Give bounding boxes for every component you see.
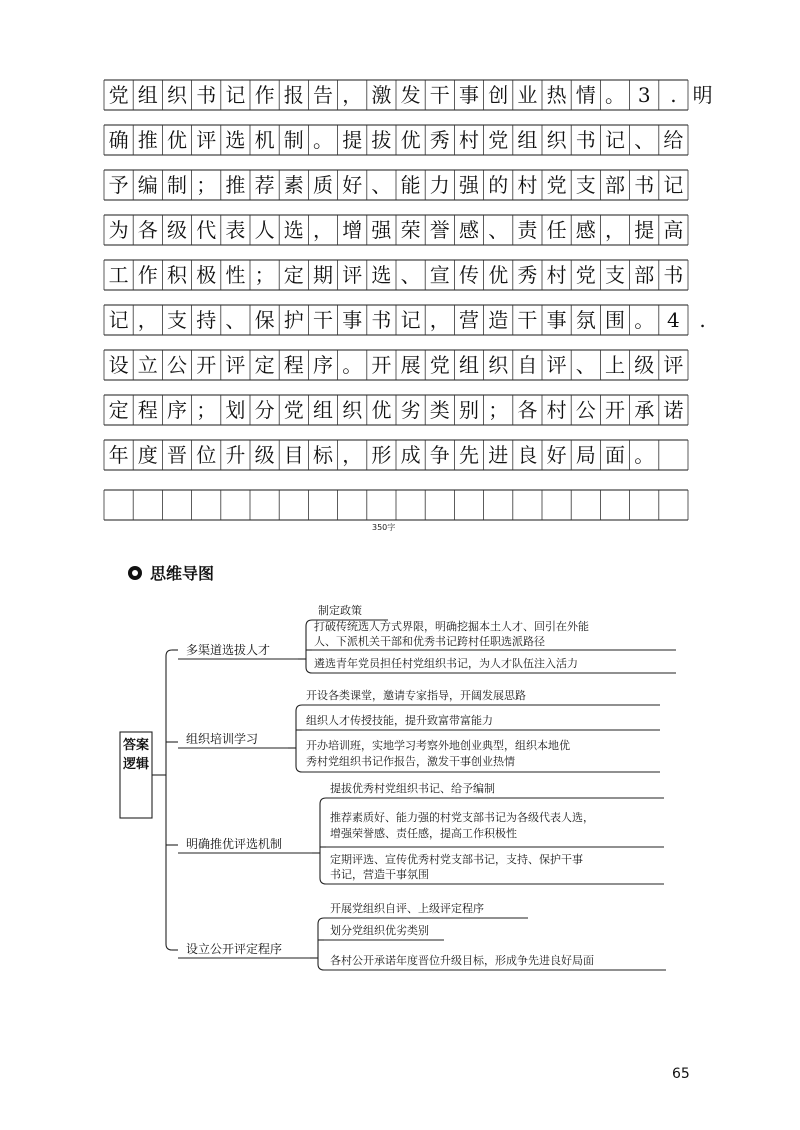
leaf-text: 组织人才传授技能，提升致富带富能力 xyxy=(306,714,493,727)
grid-char: 成 xyxy=(400,443,421,467)
branch-talent-selection: 多渠道选拔人才 xyxy=(186,643,271,657)
grid-char: 部 xyxy=(605,173,625,197)
page-number: 65 xyxy=(672,1066,690,1082)
grid-char: 目 xyxy=(283,443,304,467)
grid-char: 提 xyxy=(634,218,655,242)
grid-char: 力 xyxy=(429,173,450,197)
grid-char: 氛 xyxy=(575,308,596,332)
grid-char: 为 xyxy=(108,218,129,242)
grid-char: 责 xyxy=(517,218,538,242)
grid-char: 级 xyxy=(167,218,187,242)
branch-evaluation-mechanism: 明确推优评选机制 xyxy=(186,837,283,851)
grid-char: 支 xyxy=(605,263,625,287)
grid-char: 干 xyxy=(517,308,538,332)
grid-char: 保 xyxy=(254,308,275,332)
grid-char: 标 xyxy=(313,443,333,467)
grid-char: 制 xyxy=(167,173,187,197)
leaf-text: 遴选青年党员担任村党组织书记，为人才队伍注入活力 xyxy=(314,657,578,670)
grid-char: 业 xyxy=(517,83,538,107)
grid-char: 各 xyxy=(137,218,158,242)
grid-char: 选 xyxy=(283,218,304,242)
grid-char: 党 xyxy=(283,398,304,422)
grid-char: 织 xyxy=(546,128,567,152)
grid-char: 程 xyxy=(137,398,158,422)
grid-char: 发 xyxy=(400,83,421,107)
grid-char: 组 xyxy=(517,128,538,152)
grid-char: 告 xyxy=(313,83,333,107)
grid-char: 书 xyxy=(196,83,217,107)
grid-char: ， xyxy=(605,218,625,242)
grid-char: 织 xyxy=(342,398,363,422)
grid-char: 极 xyxy=(196,263,217,287)
branch-training: 组织培训学习 xyxy=(186,732,259,746)
grid-char: 推 xyxy=(225,173,246,197)
grid-char: 评 xyxy=(225,353,246,377)
grid-char: 好 xyxy=(546,443,567,467)
grid-char: 升 xyxy=(225,443,246,467)
grid-char: 晋 xyxy=(167,443,187,467)
grid-char: 围 xyxy=(605,308,625,332)
grid-char: 党 xyxy=(488,128,509,152)
grid-char: ， xyxy=(342,83,363,107)
grid-char: ； xyxy=(196,398,217,422)
grid-char: 部 xyxy=(634,263,655,287)
grid-char: 划 xyxy=(225,398,246,422)
grid-char: 、 xyxy=(575,353,596,377)
branch-public-assessment: 设立公开评定程序 xyxy=(186,942,283,956)
grid-char: 誉 xyxy=(429,218,450,242)
grid-char: 良 xyxy=(517,443,538,467)
grid-char: 织 xyxy=(488,353,509,377)
grid-char: 形 xyxy=(371,443,392,467)
grid-char: 局 xyxy=(575,443,596,467)
grid-char: ， xyxy=(137,308,158,332)
grid-char: 公 xyxy=(575,398,596,422)
grid-char: 创 xyxy=(488,83,509,107)
leaf-text: 定期评选、宣传优秀村党支部书记，支持、保护干事 xyxy=(330,853,583,866)
grid-char: 、 xyxy=(225,308,246,332)
grid-char: 性 xyxy=(225,263,246,287)
grid-char: 、 xyxy=(488,218,509,242)
grid-char: 优 xyxy=(167,128,187,152)
grid-char: 给 xyxy=(663,128,684,152)
grid-char: 持 xyxy=(196,308,217,332)
grid-char: ， xyxy=(429,308,450,332)
grid-char: 、 xyxy=(634,128,655,152)
grid-char: . xyxy=(670,83,677,107)
leaf-text: 开办培训班，实地学习考察外地创业典型，组织本地优 xyxy=(306,739,570,752)
grid-char: ， xyxy=(342,443,363,467)
grid-char: 组 xyxy=(137,83,158,107)
grid-char: ； xyxy=(196,173,217,197)
grid-char: 优 xyxy=(400,128,421,152)
grid-char: 组 xyxy=(459,353,479,377)
grid-char: 面 xyxy=(605,443,625,467)
grid-char: 类 xyxy=(429,398,450,422)
grid-char: 支 xyxy=(167,308,187,332)
grid-char: 质 xyxy=(313,173,333,197)
leaf-text: 推荐素质好、能力强的村党支部书记为各级代表人选， xyxy=(330,811,594,824)
grid-char: 能 xyxy=(400,173,421,197)
grid-char: ； xyxy=(488,398,509,422)
grid-char: 承 xyxy=(634,398,655,422)
grid-char: 强 xyxy=(459,173,479,197)
grid-char: 提 xyxy=(342,128,363,152)
leaf-text: 开设各类课堂，邀请专家指导，开阔发展思路 xyxy=(306,689,526,702)
grid-char: 荐 xyxy=(254,173,275,197)
leaf-text: 开展党组织自评、上级评定程序 xyxy=(330,902,484,915)
grid-char: 自 xyxy=(517,353,538,377)
grid-char: 工 xyxy=(108,263,129,287)
grid-char: 营 xyxy=(459,308,479,332)
grid-char: 编 xyxy=(137,173,158,197)
grid-char: 。 xyxy=(342,353,363,377)
grid-char: 劣 xyxy=(400,398,421,422)
grid-char: 4 xyxy=(667,308,680,332)
grid-char: 书 xyxy=(663,263,684,287)
grid-char: 织 xyxy=(167,83,187,107)
grid-char: ； xyxy=(254,263,275,287)
grid-char: 机 xyxy=(254,128,275,152)
grid-char: 代 xyxy=(196,218,217,242)
grid-char: 别 xyxy=(459,398,479,422)
grid-char: 。 xyxy=(634,308,655,332)
grid-char: 组 xyxy=(313,398,333,422)
grid-char: 制 xyxy=(283,128,304,152)
leaf-text: 提拔优秀村党组织书记、给予编制 xyxy=(330,782,495,795)
grid-char: 积 xyxy=(167,263,187,287)
grid-char: 党 xyxy=(108,83,129,107)
grid-char: 位 xyxy=(196,443,217,467)
grid-char: 公 xyxy=(167,353,187,377)
grid-char: 情 xyxy=(575,83,596,107)
grid-char: 开 xyxy=(605,398,625,422)
leaf-text: 划分党组织优劣类别 xyxy=(330,924,429,937)
grid-char: 评 xyxy=(663,353,684,377)
grid-char: 护 xyxy=(283,308,304,332)
grid-char: 高 xyxy=(663,218,684,242)
grid-char: 度 xyxy=(137,443,158,467)
grid-char: 事 xyxy=(342,308,363,332)
grid-char: 作 xyxy=(137,263,158,287)
grid-char: 党 xyxy=(429,353,450,377)
grid-char: 进 xyxy=(488,443,509,467)
grid-char: 增 xyxy=(342,218,363,242)
grid-char: 先 xyxy=(459,443,479,467)
grid-char: 人 xyxy=(254,218,275,242)
grid-char: 明 xyxy=(692,83,713,107)
grid-char: 序 xyxy=(167,398,187,422)
grid-char: 支 xyxy=(575,173,596,197)
grid-char: 各 xyxy=(517,398,538,422)
grid-char: 秀 xyxy=(429,128,450,152)
grid-char: 表 xyxy=(225,218,246,242)
grid-char: 秀 xyxy=(517,263,538,287)
leaf-text: 打破传统选人方式界限，明确挖掘本土人才、回引在外能 xyxy=(314,620,589,633)
grid-char: 选 xyxy=(225,128,246,152)
grid-char: 书 xyxy=(575,128,596,152)
grid-char: 干 xyxy=(313,308,333,332)
grid-char: 党 xyxy=(546,173,567,197)
mindmap-root: 答案逻辑 xyxy=(122,738,149,772)
grid-char: 期 xyxy=(313,263,333,287)
grid-char: . xyxy=(699,308,706,332)
grid-char: 记 xyxy=(400,308,421,332)
grid-char: 定 xyxy=(108,398,129,422)
grid-char: 强 xyxy=(371,218,392,242)
grid-char: 素 xyxy=(283,173,304,197)
grid-char: 、 xyxy=(371,173,392,197)
leaf-text: 各村公开承诺年度晋位升级目标，形成争先进良好局面 xyxy=(330,954,594,967)
grid-char: 分 xyxy=(254,398,275,422)
leaf-text: 书记，营造干事氛围 xyxy=(330,868,429,881)
grid-char: 优 xyxy=(371,398,392,422)
grid-char: 推 xyxy=(137,128,158,152)
leaf-text: 制定政策 xyxy=(318,604,362,617)
grid-char: 事 xyxy=(459,83,479,107)
grid-char: 年 xyxy=(108,443,129,467)
grid-char: 级 xyxy=(254,443,275,467)
section-title-text: 思维导图 xyxy=(150,564,215,583)
grid-char: 设 xyxy=(108,353,129,377)
grid-char: ， xyxy=(313,218,333,242)
grid-char: 定 xyxy=(254,353,275,377)
grid-char: 荣 xyxy=(400,218,421,242)
grid-char: 优 xyxy=(488,263,509,287)
grid-char: 评 xyxy=(196,128,217,152)
grid-char: 确 xyxy=(108,128,129,152)
grid-char: 书 xyxy=(371,308,392,332)
grid-char: 。 xyxy=(634,443,655,467)
grid-char: 上 xyxy=(605,353,625,377)
grid-char: 村 xyxy=(459,128,479,152)
grid-char: 党 xyxy=(575,263,596,287)
grid-char: 序 xyxy=(313,353,333,377)
grid-char: 干 xyxy=(429,83,450,107)
grid-char: 选 xyxy=(371,263,392,287)
grid-char: 评 xyxy=(546,353,567,377)
grid-char: 作 xyxy=(254,83,275,107)
grid-char: 传 xyxy=(459,263,479,287)
grid-char: 拔 xyxy=(371,128,392,152)
grid-char: 热 xyxy=(546,83,567,107)
word-count: 350字 xyxy=(372,523,396,532)
grid-char: 的 xyxy=(488,173,509,197)
grid-char: 好 xyxy=(342,173,363,197)
grid-char: 事 xyxy=(546,308,567,332)
grid-char: 记 xyxy=(108,308,129,332)
grid-char: 诺 xyxy=(663,398,684,422)
leaf-text: 秀村党组织书记作报告，激发干事创业热情 xyxy=(306,755,515,768)
grid-char: 级 xyxy=(634,353,655,377)
grid-char: 感 xyxy=(575,218,596,242)
grid-char: 3 xyxy=(637,83,651,107)
grid-char: 记 xyxy=(225,83,246,107)
grid-char: 造 xyxy=(488,308,509,332)
grid-char: 。 xyxy=(313,128,333,152)
grid-char: 予 xyxy=(108,173,129,197)
grid-char: 展 xyxy=(400,353,421,377)
grid-char: 村 xyxy=(546,263,567,287)
grid-char: 村 xyxy=(546,398,567,422)
grid-char: 任 xyxy=(546,218,567,242)
grid-char: 书 xyxy=(634,173,655,197)
grid-char: 立 xyxy=(137,353,158,377)
grid-char: 争 xyxy=(429,443,450,467)
grid-char: 开 xyxy=(196,353,217,377)
grid-char: 村 xyxy=(517,173,538,197)
grid-char: 。 xyxy=(605,83,625,107)
grid-char: 激 xyxy=(371,83,392,107)
grid-char: 记 xyxy=(605,128,625,152)
leaf-text: 人、下派机关干部和优秀书记跨村任职选派路径 xyxy=(314,635,545,648)
grid-char: 开 xyxy=(371,353,392,377)
grid-char: 报 xyxy=(283,83,304,107)
grid-char: 定 xyxy=(283,263,304,287)
grid-char: 宣 xyxy=(429,263,450,287)
grid-char: 评 xyxy=(342,263,363,287)
grid-char: 记 xyxy=(663,173,684,197)
grid-char: 感 xyxy=(459,218,479,242)
leaf-text: 增强荣誉感、责任感，提高工作积极性 xyxy=(330,827,517,840)
grid-char: 、 xyxy=(400,263,421,287)
grid-char: 程 xyxy=(283,353,304,377)
